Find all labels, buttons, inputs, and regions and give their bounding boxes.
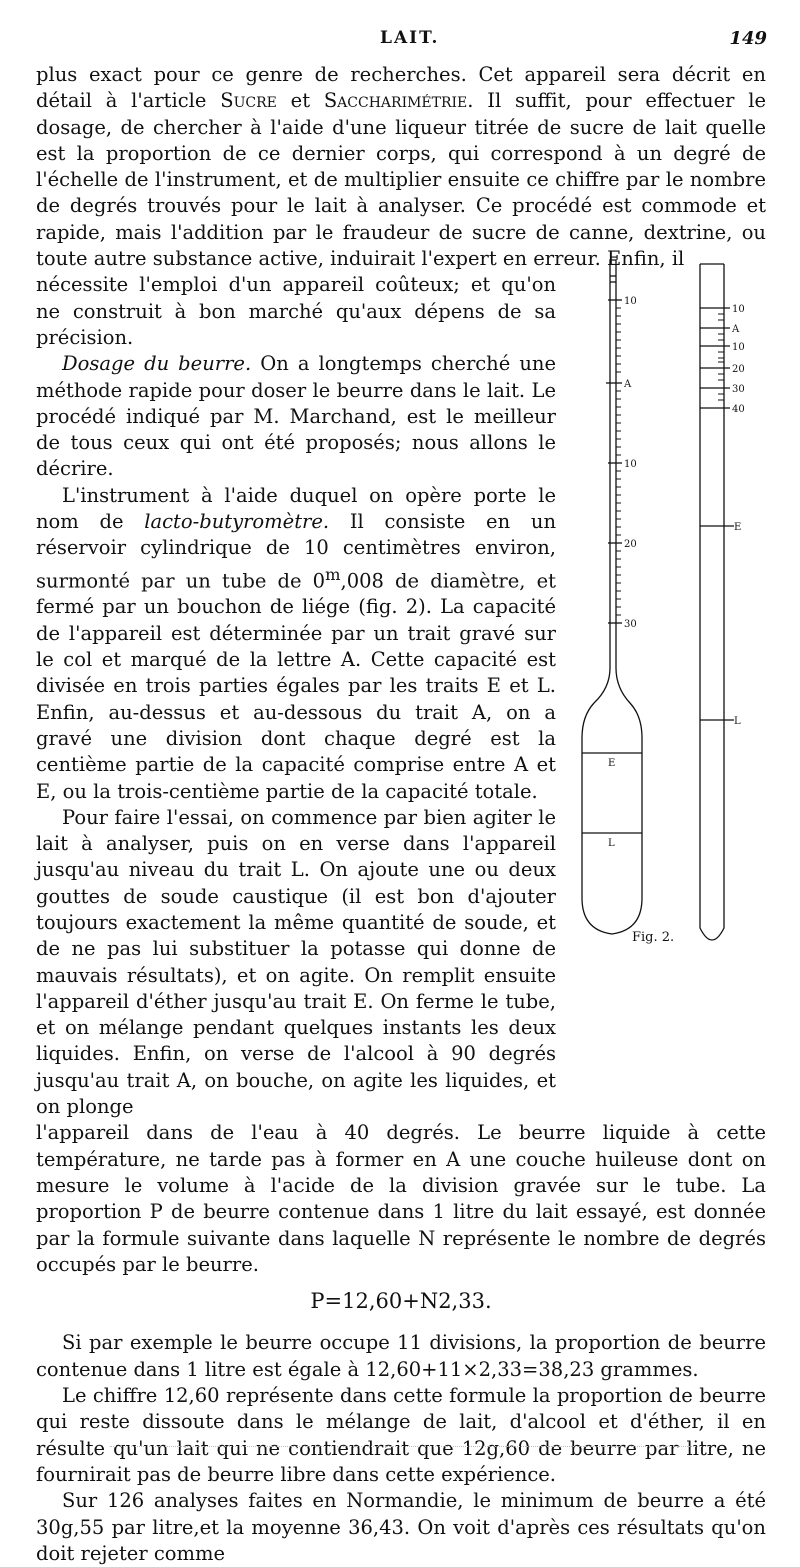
figure-caption: Fig. 2. <box>632 930 675 945</box>
figure-lacto-butyrometre <box>580 258 750 958</box>
paragraph-explanation: Le chiffre 12,60 représente dans cette formule la proportion de beurre qui reste dissoute dans le mélange de lait, d'alcool et d'éther, il en résulte qu'un lait qui ne contiendrait que 12g,60 de beurre par litre, ne fournirait pas de beurre libre dans cette expérience. <box>36 1384 766 1486</box>
paragraph-procedure: Pour faire l'essai, on commence par bien agiter le lait à analyser, puis on en verse dans l'appareil jusqu'au niveau du trait L. On ajoute une ou deux gouttes de soude caustique (il est bon d'ajouter toujours exactement la même quantité de soude, et de ne pas lui substituer la potasse qui donne de mauvais résultats), et on agite. On remplit ensuite l'appareil d'éther jusqu'au trait E. On ferme le tube, et on mélange pendant quelques instants les deux liquides. Enfin, on verse de l'alcool à 90 degrés jusqu'au trait A, on bouche, on agite les liquides, et on plonge <box>36 805 556 1119</box>
right-label-30: 30 <box>732 384 745 395</box>
paragraph-1: plus exact pour ce genre de recherches. Cet appareil sera décrit en détail à l'article Sucre et Saccharimétrie. Il suffit, pour effectuer le dosage, de chercher à l'aide d'une liqueur titrée de sucre de lait quelle est la proportion de ce dernier corps, qui correspond à un degré de l'échelle de l'instrument, et de multiplier ensuite ce chiffre par le nombre de degrés trouvés pour le lait à analyser. Ce procédé est commode et rapide, mais l'addition par le fraudeur de sucre de canne, dextrine, ou toute autre substance active, induirait l'expert en erreur. Enfin, il <box>36 63 766 271</box>
page-header <box>0 28 800 58</box>
paragraph-procedure-cont: l'appareil dans de l'eau à 40 degrés. Le beurre liquide à cette température, ne tarde pas à former en A une couche huileuse dont on mesure le volume à l'acide de la division gravée sur le tube. La proportion P de beurre contenue dans 1 litre du lait essayé, est donnée par la formule suivante dans laquelle N représente le nombre de degrés occupés par le beurre. <box>36 1121 766 1276</box>
page-number: 149 <box>729 28 767 49</box>
paragraph-normandie: Sur 126 analyses faites en Normandie, le minimum de beurre a été 30g,55 par litre,et la moyenne 36,43. On voit d'après ces résultats qu'on doit rejeter comme <box>36 1489 766 1565</box>
left-label-20: 20 <box>624 539 637 550</box>
left-label-a: A <box>624 379 632 390</box>
paragraph-example: Si par exemple le beurre occupe 11 divisions, la proportion de beurre contenue dans 1 litre est égale à 12,60+11×2,33=38,23 grammes. <box>36 1331 766 1381</box>
section-title: Dosage du beurre. <box>62 352 252 376</box>
left-label-10-top: 10 <box>624 296 637 307</box>
left-label-10: 10 <box>624 459 637 470</box>
paragraph-instrument: L'instrument à l'aide duquel on opère porte le nom de lacto-butyromètre. Il consiste en un réservoir cylindrique de 10 centimètres environ, surmonté par un tube de 0$^m$,008 de diamètre, et fermé par un bouchon de liége (fig. 2). La capacité de l'appareil est déterminée par un trait gravé sur le col et marqué de la lettre A. Cette capacité est divisée en trois parties égales par les traits E et L. Enfin, au-dessus et au-dessous du trait A, on a gravé une division dont chaque degré est la centième partie de la capacité comprise entre A et E, ou la trois-centième partie de la capacité totale. <box>36 483 556 803</box>
right-label-e: E <box>734 522 742 533</box>
paragraph-dosage-du-beurre: Dosage du beurre. On a longtemps cherché une méthode rapide pour doser le beurre dans le lait. Le procédé indiqué par M. Marchand, est le meilleur de tous ceux qui ont été proposés; nous allons le décrire. <box>36 352 556 481</box>
cross-ref-saccharimetrie: Saccharimétrie <box>323 89 468 113</box>
formula: P=12,60+N2,33. <box>310 1289 492 1314</box>
lacto-butyrometre-drawing <box>580 258 750 958</box>
right-label-20: 20 <box>732 364 745 375</box>
right-label-l: L <box>734 716 741 727</box>
left-label-l: L <box>608 838 615 849</box>
left-label-30: 30 <box>624 619 637 630</box>
term-lacto-butyrometre: lacto-butyromètre. <box>144 510 330 534</box>
left-label-e: E <box>608 758 616 769</box>
right-label-10-top: 10 <box>732 304 745 315</box>
paragraph-1-end: nécessite l'emploi d'un appareil coûteux; et qu'on ne construit à bon marché qu'aux dépens de sa précision. <box>36 273 556 349</box>
running-title: LAIT. <box>380 28 440 48</box>
right-label-10: 10 <box>732 342 745 353</box>
right-label-a: A <box>732 324 740 335</box>
right-label-40: 40 <box>732 404 745 415</box>
cross-ref-sucre: Sucre <box>220 89 277 113</box>
page-bottom-rule <box>110 1446 710 1447</box>
